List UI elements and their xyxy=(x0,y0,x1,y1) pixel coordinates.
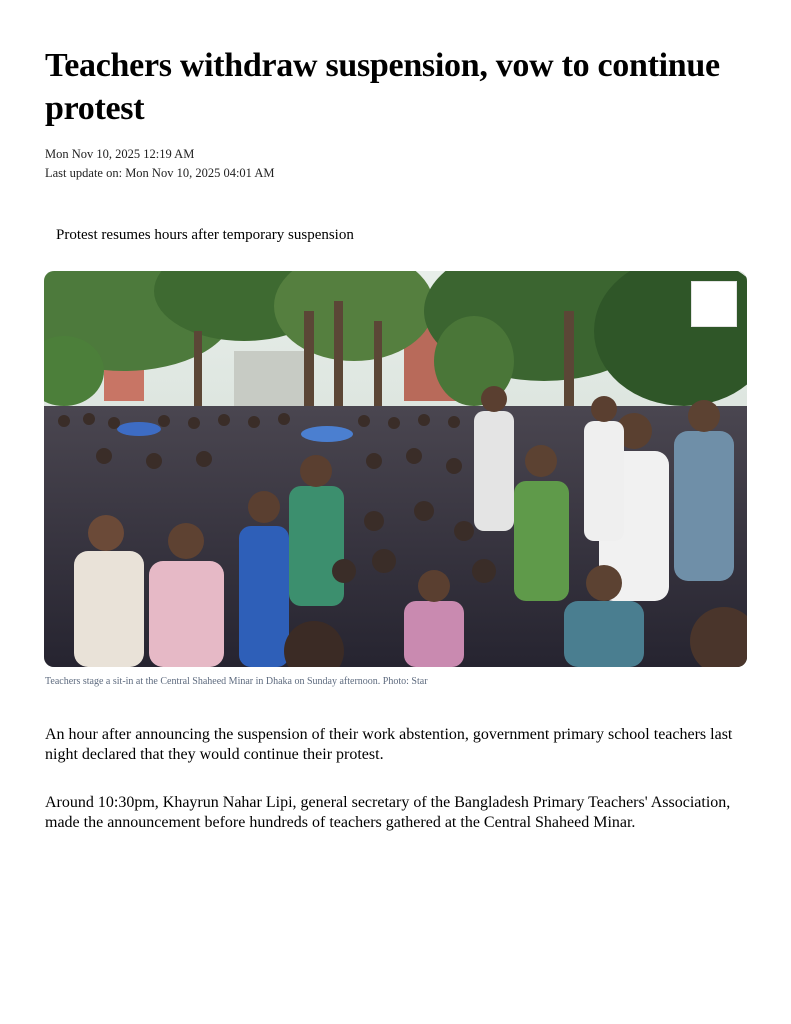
photo-caption: Teachers stage a sit-in at the Central Shaheed Minar in Dhaka on Sunday afternoon. Photo: Star xyxy=(45,676,428,687)
article-subheadline: Protest resumes hours after temporary suspension xyxy=(56,227,354,243)
last-update-date: Last update on: Mon Nov 10, 2025 04:01 AM xyxy=(45,166,275,180)
photo-overlay-square xyxy=(691,281,737,327)
umbrella xyxy=(301,426,353,442)
article-paragraph: Around 10:30pm, Khayrun Nahar Lipi, general secretary of the Bangladesh Primary Teachers' Association, made the announcement before hundreds of teachers gathered at the Central Shaheed Minar. xyxy=(45,794,731,831)
article-paragraph: An hour after announcing the suspension of their work abstention, government primary school teachers last night declared that they would continue their protest. xyxy=(45,726,733,763)
crowd-photo-illustration xyxy=(44,271,747,667)
article-headline: Teachers withdraw suspension, vow to continue protest xyxy=(45,47,720,127)
umbrella xyxy=(117,422,161,436)
building xyxy=(234,351,304,406)
lead-photo[interactable] xyxy=(44,271,747,667)
publish-date: Mon Nov 10, 2025 12:19 AM xyxy=(45,147,195,161)
